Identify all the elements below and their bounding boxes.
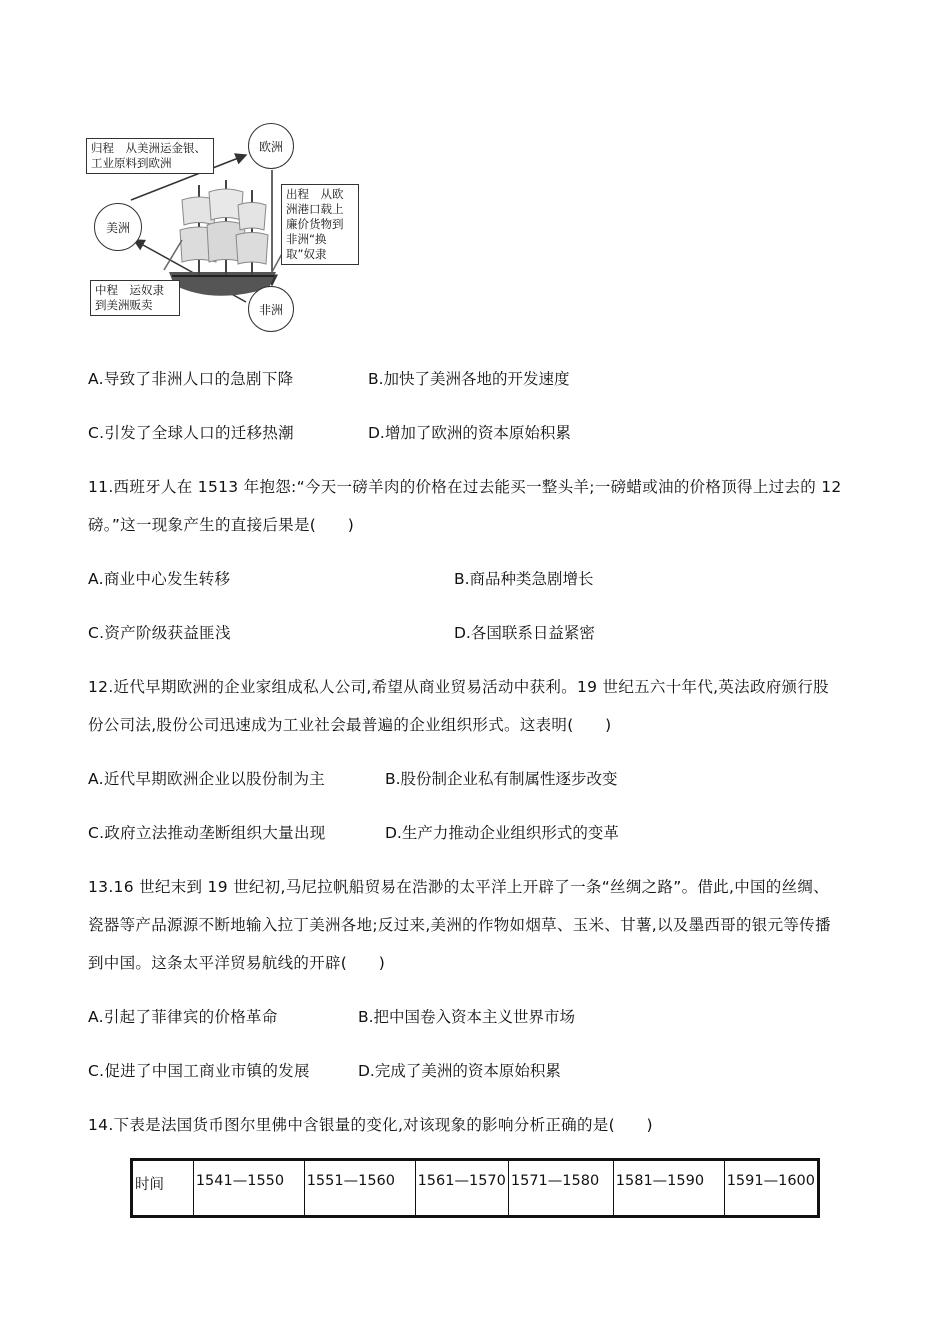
table-header-cell: 1561—1570 [415,1160,508,1217]
q14-stem: 14.下表是法国货币图尔里佛中含银量的变化,对该现象的影响分析正确的是( ) [88,1116,653,1134]
node-europe [248,123,294,169]
q13-option-b: B.把中国卷入资本主义世界市场 [358,1008,576,1026]
q11-option-c: C.资产阶级获益匪浅 [88,624,231,642]
q13-stem-line1: 13.16 世纪末到 19 世纪初,马尼拉帆船贸易在浩渺的太平洋上开辟了一条“丝绸之路”。借此,中国的丝绸、 [88,878,829,896]
q11-stem-line2: 磅。”这一现象产生的直接后果是( ) [88,516,355,534]
triangular-trade-diagram [86,120,386,330]
q12-stem-line1: 12.近代早期欧洲的企业家组成私人公司,希望从商业贸易活动中获利。19 世纪五六十年代,英法政府颁行股 [88,678,829,696]
note-outbound-trip: 出程 从欧洲港口载上廉价货物到非洲“换取”奴隶 [281,184,359,265]
node-europe-label: 欧洲 [258,139,283,154]
silver-content-table [130,1158,820,1218]
q12-stem-line2: 份公司法,股份公司迅速成为工业社会最普遍的企业组织形式。这表明( ) [88,716,612,734]
q10-option-c: C.引发了全球人口的迁移热潮 [88,424,294,442]
sailing-ship-image [164,180,284,296]
q10-option-d: D.增加了欧洲的资本原始积累 [368,424,571,442]
q11-option-b: B.商品种类急剧增长 [454,570,594,588]
q12-option-b: B.股份制企业私有制属性逐步改变 [385,770,618,788]
q10-option-a: A.导致了非洲人口的急剧下降 [88,370,294,388]
table-header-cell: 时间 [132,1160,194,1217]
q11-option-a: A.商业中心发生转移 [88,570,231,588]
table-header-cell: 1541—1550 [193,1160,304,1217]
node-america-label: 美洲 [105,220,130,235]
q10-option-b: B.加快了美洲各地的开发速度 [368,370,570,388]
q11-stem-line1: 11.西班牙人在 1513 年抱怨:“今天一磅羊肉的价格在过去能买一整头羊;一磅蜡或油的价格顶得上过去的 12 [88,478,842,496]
q12-option-a: A.近代早期欧洲企业以股份制为主 [88,770,326,788]
q13-stem-line2: 瓷器等产品源源不断地输入拉丁美洲各地;反过来,美洲的作物如烟草、玉米、甘薯,以及墨西哥的银元等传播 [88,916,831,934]
node-america [94,203,142,251]
table-header-cell: 1591—1600 [724,1160,818,1217]
table-row [132,1160,819,1217]
table-header-cell: 1551—1560 [304,1160,415,1217]
q13-option-d: D.完成了美洲的资本原始积累 [358,1062,561,1080]
q13-stem-line3: 到中国。这条太平洋贸易航线的开辟( ) [88,954,386,972]
note-return-trip: 归程 从美洲运金银、工业原料到欧洲 [86,138,214,174]
q13-option-a: A.引起了菲律宾的价格革命 [88,1008,278,1026]
node-africa [248,286,294,332]
q13-option-c: C.促进了中国工商业市镇的发展 [88,1062,310,1080]
node-africa-label: 非洲 [258,302,283,317]
q12-option-d: D.生产力推动企业组织形式的变革 [385,824,619,842]
note-middle-passage: 中程 运奴隶到美洲贩卖 [90,280,180,316]
q11-option-d: D.各国联系日益紧密 [454,624,595,642]
table-header-cell: 1581—1590 [613,1160,724,1217]
q12-option-c: C.政府立法推动垄断组织大量出现 [88,824,326,842]
table-header-cell: 1571—1580 [508,1160,613,1217]
